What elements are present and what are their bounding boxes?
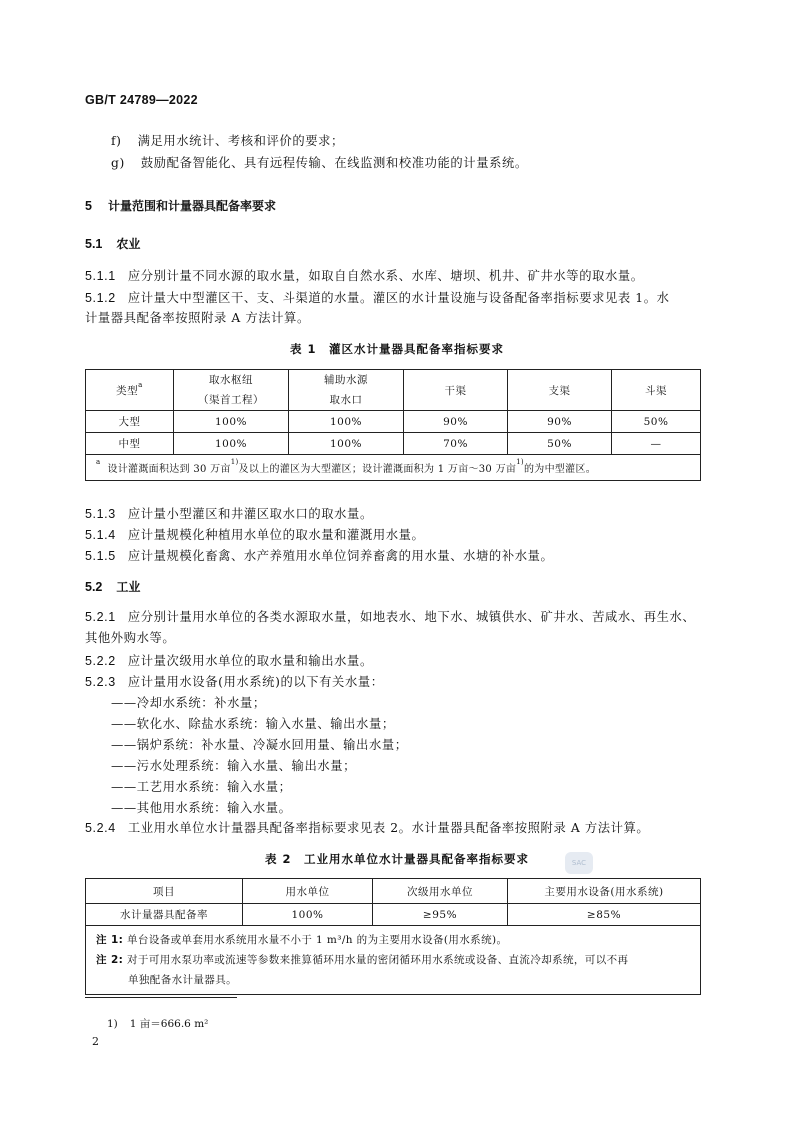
table-cell: 100% — [174, 433, 289, 455]
section-number: 5.2 — [85, 580, 103, 594]
note-2-continued: 单独配备水计量器具。 — [128, 974, 237, 986]
table-cell: 大型 — [86, 411, 174, 433]
section-5-heading — [85, 197, 276, 214]
list-item: ——软化水、除盐水系统：输入水量、输出水量； — [111, 717, 395, 731]
section-title: 计量范围和计量器具配备率要求 — [107, 199, 276, 213]
table-2 — [85, 878, 701, 995]
table-cell: 90% — [404, 411, 508, 433]
footnote-marker: 1) — [107, 1018, 118, 1030]
clause-5-2-2 — [85, 651, 373, 669]
clause-number: 5.2.4 — [85, 821, 116, 835]
list-item: ——工艺用水系统：输入水量； — [111, 780, 292, 794]
footnote-mark: a — [96, 458, 101, 466]
header-main-equipment: 主要用水设备(用水系统) — [508, 879, 701, 904]
table-2-caption: 表 2 工业用水单位水计量器具配备率指标要求 — [264, 852, 529, 866]
table-cell: 水计量器具配备率 — [86, 904, 243, 926]
clause-5-2-4 — [85, 818, 649, 836]
table-2-notes — [86, 926, 701, 995]
clause-5-2-3 — [85, 672, 384, 690]
list-item: ——污水处理系统：输入水量、输出水量； — [111, 759, 357, 773]
clause-5-2-1 — [85, 607, 695, 625]
clause-text: 应计量规模化种植用水单位的取水量和灌溉用水量。 — [127, 528, 425, 542]
list-item: ——冷却水系统：补水量； — [111, 696, 266, 710]
clause-5-1-3 — [85, 504, 373, 522]
table-cell: 50% — [508, 433, 612, 455]
header-auxiliary-source: 辅助水源 取水口 — [289, 370, 404, 411]
footnote — [107, 1016, 208, 1031]
page-number: 2 — [92, 1035, 99, 1048]
footnote-text: 1 亩＝666.6 m² — [129, 1018, 209, 1030]
clause-text: 应计量规模化畜禽、水产养殖用水单位饲养畜禽的用水量、水塘的补水量。 — [127, 549, 554, 563]
list-text: 鼓励配备智能化、具有远程传输、在线监测和校准功能的计量系统。 — [140, 156, 528, 170]
note-1: 注 1: 单台设备或单套用水系统用水量不小于 1 m³/h 的为主要用水设备(用水系统)。 — [96, 934, 508, 946]
table-cell: 90% — [508, 411, 612, 433]
section-title: 农业 — [116, 237, 141, 251]
table-row — [86, 904, 701, 926]
clause-number: 5.2.1 — [85, 610, 116, 624]
header-item: 项目 — [86, 879, 243, 904]
table-row — [86, 433, 701, 455]
sac-watermark: SAC — [565, 852, 593, 874]
section-number: 5 — [85, 199, 92, 213]
section-title: 工业 — [116, 580, 141, 594]
clause-number: 5.2.2 — [85, 654, 116, 668]
clause-5-2-1-continued: 其他外购水等。 — [85, 631, 176, 645]
clause-text: 应分别计量用水单位的各类水源取水量，如地表水、地下水、城镇供水、矿井水、苦咸水、再生水、 — [127, 610, 696, 624]
header-water-unit: 用水单位 — [243, 879, 373, 904]
clause-text: 应分别计量不同水源的取水量，如取自自然水系、水库、塘坝、机井、矿井水等的取水量。 — [127, 269, 644, 283]
header-secondary-unit: 次级用水单位 — [373, 879, 508, 904]
table-1-caption: 表 1 灌区水计量器具配备率指标要求 — [289, 342, 504, 356]
clause-text: 应计量次级用水单位的取水量和输出水量。 — [127, 654, 373, 668]
section-5-1-heading — [85, 235, 140, 252]
table-note-row — [86, 926, 701, 995]
clause-5-1-2 — [85, 288, 670, 306]
clause-text: 应计量小型灌区和井灌区取水口的取水量。 — [127, 507, 373, 521]
table-cell: 100% — [289, 411, 404, 433]
list-item: ——锅炉系统：补水量、冷凝水回用量、输出水量； — [111, 738, 408, 752]
clause-number: 5.1.2 — [85, 291, 116, 305]
table-cell: 中型 — [86, 433, 174, 455]
list-item-f — [111, 131, 344, 149]
footnote-ref: 1) — [516, 458, 524, 466]
list-marker: g) — [111, 156, 125, 170]
clause-text: 工业用水单位水计量器具配备率指标要求见表 2。水计量器具配备率按照附录 A 方法计算。 — [127, 821, 650, 835]
table-header-row — [86, 370, 701, 411]
footnote-divider — [85, 997, 237, 998]
table-cell: — — [612, 433, 701, 455]
list-text: 满足用水统计、考核和评价的要求； — [137, 134, 344, 148]
clause-5-1-2-continued: 计量器具配备率按照附录 A 方法计算。 — [85, 311, 310, 325]
table-1-note: $^a$ 设计灌溉面积达到 30 万亩$^{1)}$及以上的灌区为大型灌区；设计灌溉面积为 1 万亩～30 万亩$^{1)}$的为中型灌区。 — [86, 455, 701, 481]
table-1 — [85, 369, 701, 481]
table-note-row — [86, 455, 701, 481]
table-cell: 50% — [612, 411, 701, 433]
clause-number: 5.1.5 — [85, 549, 116, 563]
note-2: 注 2: 对于可用水泵功率或流速等参数来推算循环用水量的密闭循环用水系统或设备、直流冷却系统，可以不再 — [96, 954, 629, 966]
header-main-canal: 干渠 — [404, 370, 508, 411]
header-branch-canal: 支渠 — [508, 370, 612, 411]
header-intake-hub: 取水枢纽 （渠首工程） — [174, 370, 289, 411]
table-cell: 100% — [289, 433, 404, 455]
clause-5-1-1 — [85, 266, 644, 284]
clause-5-1-4 — [85, 525, 424, 543]
table-cell: 70% — [404, 433, 508, 455]
table-row — [86, 411, 701, 433]
table-cell: ≥95% — [373, 904, 508, 926]
clause-number: 5.1.1 — [85, 269, 116, 283]
table-cell: 100% — [174, 411, 289, 433]
clause-number: 5.1.4 — [85, 528, 116, 542]
table-cell: ≥85% — [508, 904, 701, 926]
section-5-2-heading — [85, 578, 140, 595]
section-number: 5.1 — [85, 237, 103, 251]
table-cell: 100% — [243, 904, 373, 926]
table-header-row — [86, 879, 701, 904]
header-type: 类型$^a$ — [86, 370, 174, 411]
footnote-ref: 1) — [230, 458, 239, 466]
clause-text: 应计量大中型灌区干、支、斗渠道的水量。灌区的水计量设施与设备配备率指标要求见表 1。水 — [127, 291, 670, 305]
header-lateral-canal: 斗渠 — [612, 370, 701, 411]
list-item-g — [111, 153, 528, 171]
clause-text: 应计量用水设备(用水系统)的以下有关水量： — [127, 675, 384, 689]
list-item: ——其他用水系统：输入水量。 — [111, 801, 292, 815]
footnote-mark: a — [138, 380, 143, 389]
standard-number: GB/T 24789—2022 — [85, 93, 198, 107]
clause-5-1-5 — [85, 546, 553, 564]
clause-number: 5.1.3 — [85, 507, 116, 521]
list-marker: f) — [111, 134, 122, 148]
clause-number: 5.2.3 — [85, 675, 116, 689]
